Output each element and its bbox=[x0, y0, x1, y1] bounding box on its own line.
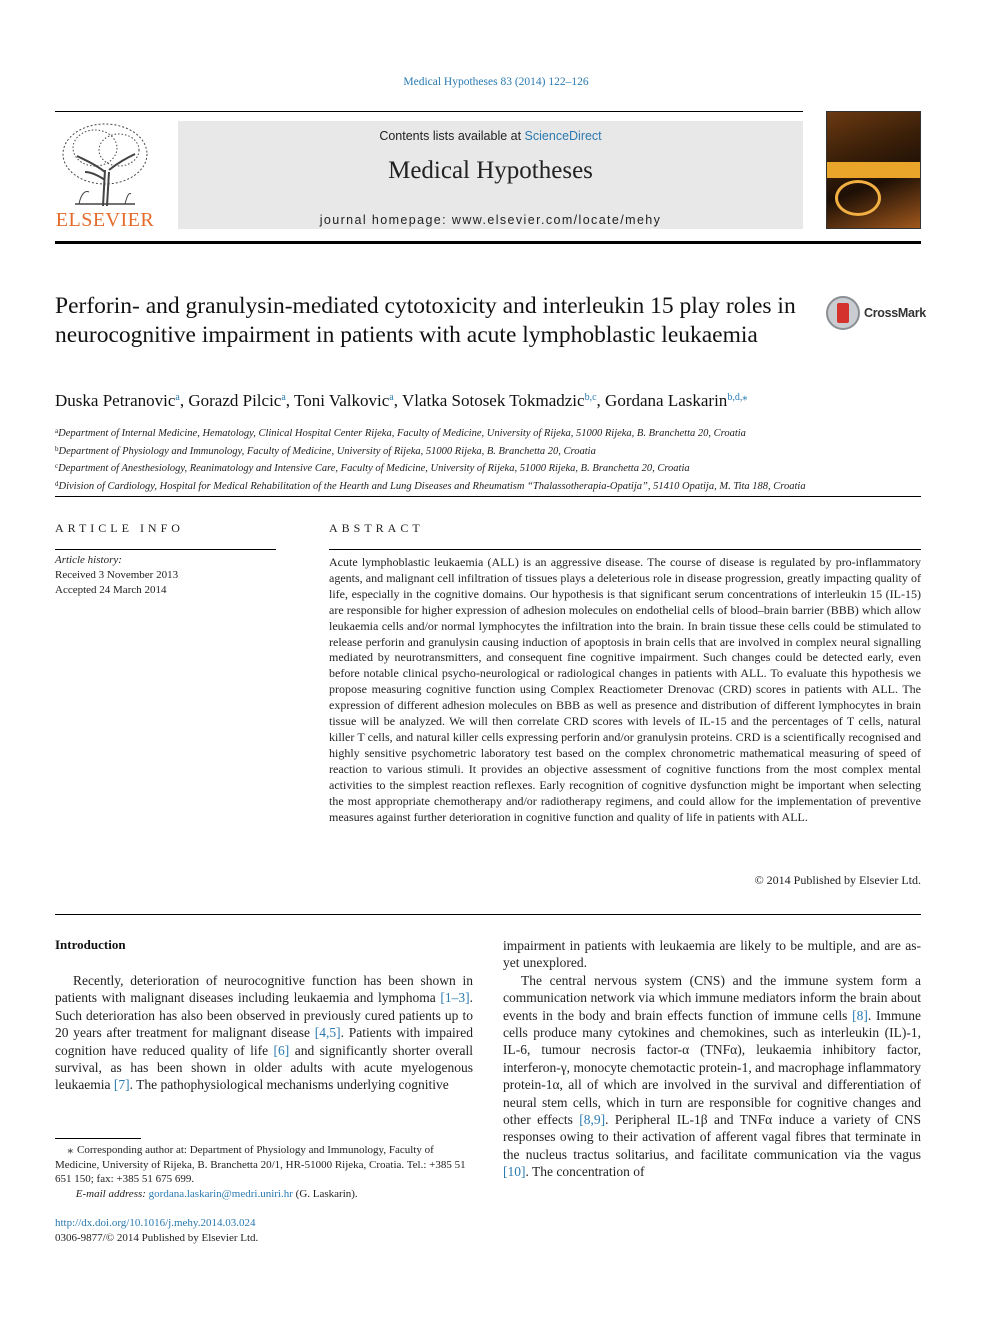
cover-swirl bbox=[835, 180, 881, 216]
citation-link[interactable]: [7] bbox=[113, 1077, 130, 1093]
affiliation-marker: b bbox=[55, 444, 59, 453]
footnote-rule bbox=[55, 1138, 141, 1139]
accepted-date: Accepted 24 March 2014 bbox=[55, 584, 167, 596]
contents-prefix: Contents lists available at bbox=[379, 129, 525, 143]
abstract-text: Acute lymphoblastic leukaemia (ALL) is an aggressive disease. The course of disease is regulated by pro-inflammatory agents, and malignant cell infiltration of tissues plays a deleterious role in disease progression, greatly impacting quality of life, especially in the cognitive domains. Our hypothesis is that significant serum concentrations of interleukin 15 (IL-15) are responsible for higher expression of adhesion molecules on endothelial cells of blood–brain barrier (BBB) which allow leukaemia cells and/or normal lymphocytes the infiltration into the brain. In brain tissue these cells could be stimulated to release perforin and granulysin causing induction of apoptosis in brain cells that are involved in complex neural signalling mediated by neurotransmitters, and consequent fine cognitive impairment. Such changes could be detected early, even before notable clinical psycho-neurological or radiological changes in patients with ALL. To evaluate this hypothesis we propose measuring cognitive function using Complex Reactiometer Drenovac (CRD) scores in patients with ALL. The expression of different adhesion molecules on BBB as well as presence and distribution of different lymphocytes in brain tissue will be analyzed. We will then correlate CRD scores with levels of IL-15 and the percentages of T cells, natural killer T cells, and natural killer cells expressing perforin and/or granulysin proteins. CRD is a scientifically recognised and highly sensitive psychometric laboratory test based on the complex chronometric mathematical measuring of speed of reaction to various stimuli. It provides an objective assessment of cognitive functions from the most complex mental activities to the simplest reaction reflexes. Early recognition of cognitive dysfunction might be important when selecting the most appropriate chemotherapy and/or radiotherapy regimens, and could allow for the implementation of preventive measures against further deterioration in cognitive function and quality of life in patients with ALL. bbox=[329, 555, 921, 824]
affiliation bbox=[55, 424, 935, 442]
journal-cover-image[interactable] bbox=[826, 111, 921, 229]
history-label: Article history: bbox=[55, 554, 122, 566]
crossmark-button[interactable] bbox=[826, 296, 926, 334]
corresponding-author-footnote bbox=[55, 1143, 473, 1201]
author-affiliation-marker[interactable]: a bbox=[389, 392, 394, 403]
author-name: Toni Valkovic bbox=[294, 391, 390, 410]
journal-citation[interactable]: Medical Hypotheses 83 (2014) 122–126 bbox=[403, 76, 589, 88]
journal-homepage[interactable]: journal homepage: www.elsevier.com/locate/mehy bbox=[319, 213, 662, 227]
author-list: Duska Petranovic$^a$, Gorazd Pilcic$^a$, Toni Valkovic$^a$, Vlatka Sotosek Tokmadzic$^{b,c}$, Gordana Laskarin$^{b,d,⁎}$ bbox=[55, 391, 748, 410]
section-rule bbox=[55, 496, 921, 497]
issn-line: 0306-9877/© 2014 Published by Elsevier Ltd. bbox=[55, 1232, 259, 1244]
citation-link[interactable]: [6] bbox=[273, 1042, 290, 1058]
paragraph: The central nervous system (CNS) and the immune system form a communication network via which immune mediators inform the brain about events in the body and brain effects function of immune cells [8]. Immune cells produce many cytokines and chemokines, such as interleukin (IL)-1, IL-6, tumour necrosis factor-α (TNFα), leukaemia inhibitory factor, interferon-γ, monocyte chemotactic protein-1, and macrophage inflammatory protein-1α, all of which are involved in the survival and differentiation of neural stem cells, which in turn are responsible for cognitive changes and other effects [8,9]. Peripheral IL-1β and TNFα induce a variety of CNS responses owing to their activation of afferent vagal fibres that terminate in the nucleus tractus solitarius, and facilitate communication via the vagus [10]. The concentration of bbox=[503, 972, 922, 1180]
section-rule bbox=[55, 914, 921, 915]
footnote-text: Corresponding author at: Department of Physiology and Immunology, Faculty of Medicine, University of Rijeka, B. Branchetta 20/1, HR-51000 Rijeka, Croatia. Tel.: +385 51 651 150; fax: +385 51 675 699. bbox=[55, 1144, 466, 1185]
affiliation-marker: a bbox=[55, 427, 59, 435]
author-name: Gordana Laskarin bbox=[605, 391, 728, 410]
article-title: Perforin- and granulysin-mediated cytotoxicity and interleukin 15 play roles in neurocognitive impairment in patients with acute lymphoblastic leukaemia bbox=[55, 293, 796, 348]
paragraph: impairment in patients with leukaemia are likely to be multiple, and are as-yet unexplored. bbox=[503, 938, 921, 971]
article-history bbox=[55, 553, 178, 598]
author-name: Duska Petranovic bbox=[55, 391, 176, 410]
author-name: Vlatka Sotosek Tokmadzic bbox=[401, 391, 585, 410]
email-label: E-mail address: bbox=[75, 1187, 146, 1200]
affiliation-text: Department of Anesthesiology, Reanimatology and Intensive Care, Faculty of Medicine, University of Rijeka, 51000 Rijeka, B. Branchetta 20, Croatia bbox=[58, 463, 690, 474]
affiliation-text: Division of Cardiology, Hospital for Medical Rehabilitation of the Hearth and Lung Diseases and Rheumatism “Thalassotherapia-Opatija”, 51410 Opatija, M. Tita 188, Croatia bbox=[58, 480, 806, 492]
email-link[interactable]: gordana.laskarin@medri.uniri.hr bbox=[148, 1187, 293, 1200]
journal-banner bbox=[178, 121, 803, 229]
article-info-heading: ARTICLE INFO bbox=[55, 521, 184, 535]
affiliation-text: Department of Internal Medicine, Hematology, Clinical Hospital Center Rijeka, Faculty of Medicine, University of Rijeka, 51000 Rijeka, B. Branchetta 20, Croatia bbox=[58, 428, 746, 439]
affiliation bbox=[55, 459, 935, 477]
paragraph: Recently, deterioration of neurocognitive function has been shown in patients with malignant diseases including leukaemia and lymphoma [1–3]. Such deterioration has also been observed in previously cured patients up to 20 years after treatment for malignant disease [4,5]. Patients with impaired cognition have reduced quality of life [6] and significantly shorter overall survival, as has been shown in older adults with acute myelogenous leukaemia [7]. The pathophysiological mechanisms underlying cognitive bbox=[55, 973, 473, 1093]
header-top-rule bbox=[55, 111, 803, 112]
doi-link[interactable]: http://dx.doi.org/10.1016/j.mehy.2014.03.024 bbox=[55, 1217, 256, 1229]
affiliation-marker: c bbox=[55, 462, 59, 470]
article-info-rule bbox=[55, 549, 276, 550]
body-right-column bbox=[503, 937, 921, 1181]
affiliation-list bbox=[55, 424, 935, 494]
crossmark-icon bbox=[826, 296, 860, 330]
introduction-heading: Introduction bbox=[55, 937, 126, 952]
abstract-rule bbox=[329, 549, 921, 550]
tree-icon bbox=[55, 120, 155, 206]
header-bottom-rule bbox=[55, 241, 921, 244]
elsevier-wordmark: ELSEVIER bbox=[55, 209, 155, 231]
author-affiliation-marker[interactable]: b,d,⁎ bbox=[727, 392, 748, 403]
affiliation bbox=[55, 477, 935, 495]
author-affiliation-marker[interactable]: a bbox=[175, 392, 180, 403]
journal-name: Medical Hypotheses bbox=[388, 157, 593, 184]
citation-link[interactable]: [1–3] bbox=[440, 990, 470, 1006]
affiliation bbox=[55, 442, 935, 460]
author-affiliation-marker[interactable]: a bbox=[281, 392, 286, 403]
author-name: Gorazd Pilcic bbox=[188, 391, 282, 410]
citation-link[interactable]: [8] bbox=[852, 1007, 868, 1023]
citation-link[interactable]: [4,5] bbox=[314, 1025, 341, 1041]
author-affiliation-marker[interactable]: b,c bbox=[584, 392, 597, 403]
sciencedirect-link[interactable]: ScienceDirect bbox=[524, 129, 602, 143]
affiliation-text: Department of Physiology and Immunology, Faculty of Medicine, University of Rijeka, 51000 Rijeka, B. Branchetta 20, Croatia bbox=[58, 445, 596, 457]
citation-link[interactable]: [8,9] bbox=[579, 1112, 606, 1128]
citation-link[interactable]: [10] bbox=[503, 1164, 526, 1180]
abstract-copyright: © 2014 Published by Elsevier Ltd. bbox=[754, 873, 921, 887]
abstract-heading: ABSTRACT bbox=[329, 521, 424, 535]
affiliation-marker: d bbox=[55, 479, 59, 488]
body-left-column bbox=[55, 972, 473, 1094]
contents-line bbox=[178, 129, 803, 143]
footnote-marker: ⁎ bbox=[67, 1144, 73, 1156]
crossmark-label: CrossMark bbox=[864, 306, 926, 320]
email-suffix: (G. Laskarin). bbox=[295, 1187, 358, 1200]
received-date: Received 3 November 2013 bbox=[55, 569, 179, 581]
cover-band bbox=[827, 162, 920, 178]
elsevier-logo[interactable] bbox=[55, 120, 155, 232]
